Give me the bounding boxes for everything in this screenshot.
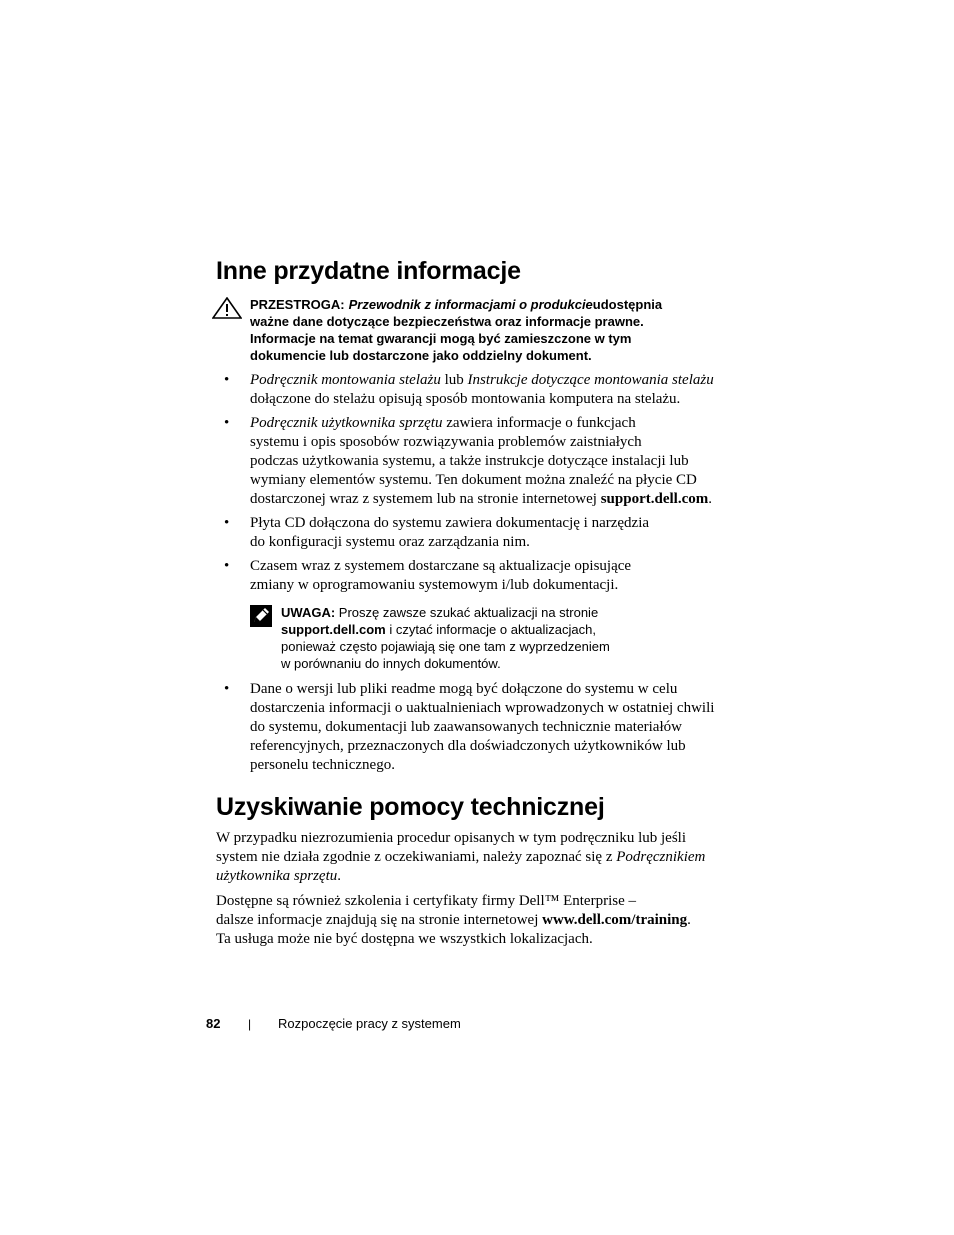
- list-item: [216, 680, 716, 775]
- bullet-line: Czasem wraz z systemem dostarczane są aktualizacje opisujące: [250, 558, 632, 574]
- footer-separator: |: [248, 1017, 252, 1031]
- bullet-line: personelu technicznego.: [250, 757, 395, 773]
- caution-emphasis: Przewodnik z informacjami o produkcie: [348, 297, 593, 312]
- bullet-dot: •: [224, 372, 230, 388]
- caution-line2: ważne dane dotyczące bezpieczeństwa oraz informacje prawne.: [250, 314, 644, 329]
- list-item: [216, 514, 716, 552]
- bullet-dot: •: [224, 415, 230, 431]
- caution-line1-rest: udostępnia: [592, 297, 663, 312]
- bullet-list-part2: [216, 680, 716, 775]
- bullet-line: dostarczenia informacji o uaktualnieniach wprowadzonych w ostatniej chwili: [250, 700, 715, 716]
- bullet-list-part1: [216, 371, 716, 595]
- period: .: [708, 491, 712, 507]
- bullet-line: Płyta CD dołączona do systemu zawiera dokumentację i narzędzia: [250, 515, 650, 531]
- section-heading-other-info: Inne przydatne informacje: [216, 257, 521, 285]
- list-item: [216, 371, 716, 409]
- bullet-line: zmiany w oprogramowaniu systemowym i/lub dokumentacji.: [250, 577, 619, 593]
- period: .: [687, 912, 691, 928]
- note-support-link[interactable]: support.dell.com: [281, 622, 386, 637]
- section-heading-support: Uzyskiwanie pomocy technicznej: [216, 793, 605, 821]
- caution-label: PRZESTROGA:: [250, 297, 345, 312]
- bullet-line: Dane o wersji lub pliki readme mogą być dołączone do systemu w celu: [250, 681, 678, 697]
- connector-text: lub: [440, 372, 468, 388]
- note-line: ponieważ często pojawiają się one tam z wyprzedzeniem: [281, 639, 610, 654]
- period: .: [337, 868, 341, 884]
- note-line: i czytać informacje o aktualizacjach,: [385, 622, 596, 637]
- para-line: system nie działa zgodnie z oczekiwaniami, należy zapoznać się z: [216, 849, 617, 865]
- doc-title-hardware-manual-ref: Podręcznikiem: [616, 849, 706, 865]
- para-line: Dostępne są również szkolenia i certyfikaty firmy Dell™ Enterprise –: [216, 893, 636, 909]
- bullet-line: podczas użytkowania systemu, a także instrukcje dotyczące instalacji lub: [250, 453, 689, 469]
- list-item: [216, 557, 716, 595]
- bullet-dot: •: [224, 515, 230, 531]
- bullet-dot: •: [224, 558, 230, 574]
- training-link[interactable]: www.dell.com/training: [542, 912, 688, 928]
- page-number: 82: [206, 1016, 221, 1031]
- bullet-line: do systemu, dokumentacji lub zaawansowanych technicznie materiałów: [250, 719, 682, 735]
- caution-block: [212, 296, 712, 364]
- doc-title-rack-guide: Podręcznik montowania stelażu: [250, 372, 441, 388]
- bullet-line: do konfiguracji systemu oraz zarządzania nim.: [250, 534, 530, 550]
- bullet-line: wymiany elementów systemu. Ten dokument można znaleźć na płycie CD: [250, 472, 697, 488]
- para-line: dalsze informacje znajdują się na stronie internetowej: [216, 912, 543, 928]
- note-block: [248, 604, 668, 672]
- para-line: W przypadku niezrozumienia procedur opisanych w tym podręczniku lub jeśli: [216, 830, 686, 846]
- doc-title-hardware-manual: Podręcznik użytkownika sprzętu: [250, 415, 443, 431]
- support-link[interactable]: support.dell.com: [600, 491, 709, 507]
- warning-triangle-icon: [212, 297, 242, 319]
- note-pencil-icon: [250, 605, 272, 627]
- note-line: w porównaniu do innych dokumentów.: [281, 656, 501, 671]
- list-item: [216, 414, 716, 509]
- support-paragraph-2: [216, 892, 721, 949]
- bullet-line: zawiera informacje o funkcjach: [442, 415, 636, 431]
- note-line: Proszę zawsze szukać aktualizacji na stronie: [335, 605, 599, 620]
- bullet-line: dołączone do stelażu opisują sposób montowania komputera na stelażu.: [250, 391, 681, 407]
- bullet-line: referencyjnych, przeznaczonych dla doświadczonych użytkowników lub: [250, 738, 686, 754]
- support-paragraph-1: [216, 829, 721, 886]
- para-line: Ta usługa może nie być dostępna we wszystkich lokalizacjach.: [216, 931, 593, 947]
- doc-title-hardware-manual-ref2: użytkownika sprzętu: [216, 868, 338, 884]
- caution-line3: Informacje na temat gwarancji mogą być zamieszczone w tym: [250, 331, 632, 346]
- bullet-dot: •: [224, 681, 230, 697]
- note-label: UWAGA:: [281, 605, 336, 620]
- bullet-line: dostarczonej wraz z systemem lub na stronie internetowej: [250, 491, 601, 507]
- bullet-line: systemu i opis sposobów rozwiązywania problemów zaistniałych: [250, 434, 642, 450]
- doc-title-rack-instructions: Instrukcje dotyczące montowania stelażu: [467, 372, 714, 388]
- footer-title: Rozpoczęcie pracy z systemem: [278, 1016, 461, 1031]
- caution-line4: dokumencie lub dostarczone jako oddzielny dokument.: [250, 348, 592, 363]
